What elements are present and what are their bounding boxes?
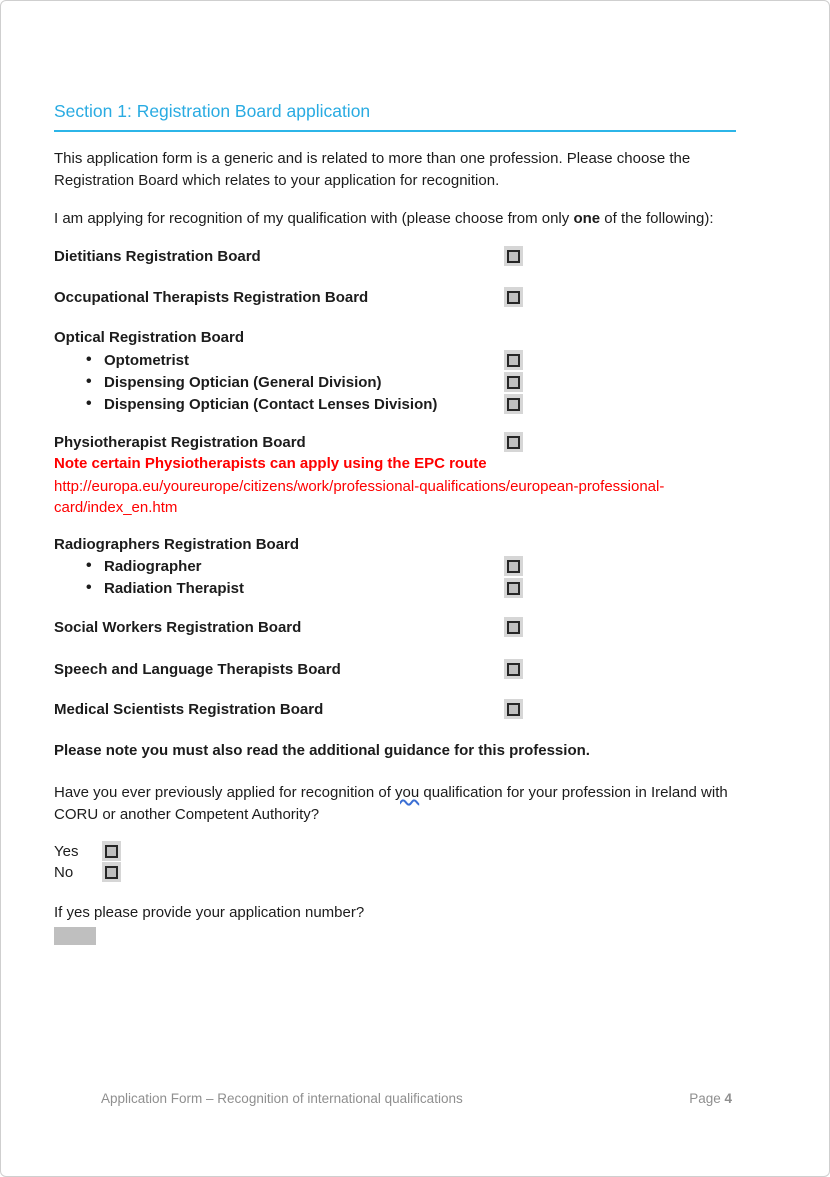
board-label: Speech and Language Therapists Board [54, 661, 341, 678]
medical-scientists-checkbox[interactable] [504, 699, 523, 719]
checkbox-box [507, 663, 520, 676]
board-row-dietitians [54, 248, 754, 265]
misspelled-word: you [395, 784, 420, 801]
board-label: Occupational Therapists Registration Board [54, 289, 369, 306]
application-number-prompt: If yes please provide your application number? [54, 904, 365, 921]
yes-checkbox[interactable] [102, 841, 121, 861]
instruction-prefix: I am applying for recognition of my qualification with (please choose from only [54, 210, 574, 227]
intro-paragraph: This application form is a generic and is related to more than one profession. Please choose the Registration Board which relates to your application for recognition. [54, 150, 691, 189]
no-label: No [54, 864, 74, 881]
no-checkbox[interactable] [102, 862, 121, 882]
speech-language-checkbox[interactable] [504, 659, 523, 679]
physiotherapist-checkbox[interactable] [504, 432, 523, 452]
checkbox-box [507, 703, 520, 716]
radiographer-checkbox[interactable] [504, 556, 523, 576]
board-label: Dietitians Registration Board [54, 248, 261, 265]
question-part1: Have you ever previously applied for recognition of [54, 784, 396, 801]
option-label: Radiographer [104, 558, 202, 575]
checkbox-box [507, 436, 520, 449]
dispensing-optician-contact-checkbox[interactable] [504, 394, 523, 414]
checkbox-box [105, 866, 118, 879]
option-label: Radiation Therapist [104, 580, 245, 597]
previous-application-question [54, 782, 730, 826]
section-title: Section 1: Registration Board application [54, 101, 736, 132]
optometrist-checkbox[interactable] [504, 350, 523, 370]
board-label: Optical Registration Board [54, 329, 245, 346]
epc-route-link[interactable]: http://europa.eu/youreurope/citizens/work/professional-qualifications/european-professional-card/index_en.htm [54, 478, 665, 516]
checkbox-box [507, 250, 520, 263]
option-row-optometrist [54, 352, 754, 369]
board-label: Social Workers Registration Board [54, 619, 302, 636]
additional-guidance-note: Please note you must also read the additional guidance for this profession. [54, 742, 590, 759]
yes-label: Yes [54, 843, 79, 860]
checkbox-box [507, 560, 520, 573]
checkbox-box [507, 376, 520, 389]
page-number: 4 [724, 1091, 732, 1106]
option-label: Dispensing Optician (General Division) [104, 374, 382, 391]
checkbox-box [507, 354, 520, 367]
dispensing-optician-general-checkbox[interactable] [504, 372, 523, 392]
instruction-bold-one: one [573, 210, 601, 227]
occupational-therapists-checkbox[interactable] [504, 287, 523, 307]
yes-row [54, 843, 254, 860]
option-label: Dispensing Optician (Contact Lenses Division) [104, 396, 438, 413]
no-row [54, 864, 254, 881]
checkbox-box [507, 621, 520, 634]
board-row-speech-language [54, 661, 754, 678]
option-row-dispensing-optician-general [54, 374, 754, 391]
board-label: Medical Scientists Registration Board [54, 701, 324, 718]
checkbox-box [105, 845, 118, 858]
radiation-therapist-checkbox[interactable] [504, 578, 523, 598]
checkbox-box [507, 582, 520, 595]
page-label: Page [689, 1091, 721, 1106]
footer-document-title: Application Form – Recognition of international qualifications [101, 1091, 463, 1106]
board-row-physiotherapist [54, 434, 754, 451]
checkbox-box [507, 398, 520, 411]
option-label: Optometrist [104, 352, 190, 369]
dietitians-checkbox[interactable] [504, 246, 523, 266]
board-label: Radiographers Registration Board [54, 536, 300, 553]
checkbox-box [507, 291, 520, 304]
option-row-dispensing-optician-contact [54, 396, 754, 413]
epc-route-note: Note certain Physiotherapists can apply using the EPC route [54, 455, 487, 472]
board-row-medical-scientists [54, 701, 754, 718]
board-row-social-workers [54, 619, 754, 636]
board-row-occupational-therapists [54, 289, 754, 306]
option-row-radiographer [54, 558, 754, 575]
option-row-radiation-therapist [54, 580, 754, 597]
application-number-field[interactable] [54, 927, 96, 945]
board-label: Physiotherapist Registration Board [54, 434, 306, 451]
choose-instruction [54, 208, 774, 230]
board-row-radiographers [54, 536, 754, 553]
question-part2: qualification for your profession in Ireland with CORU or another Competent Authority? [54, 784, 728, 823]
board-row-optical [54, 329, 754, 346]
footer-page-number [689, 1091, 732, 1106]
social-workers-checkbox[interactable] [504, 617, 523, 637]
instruction-suffix: of the following): [600, 210, 714, 227]
